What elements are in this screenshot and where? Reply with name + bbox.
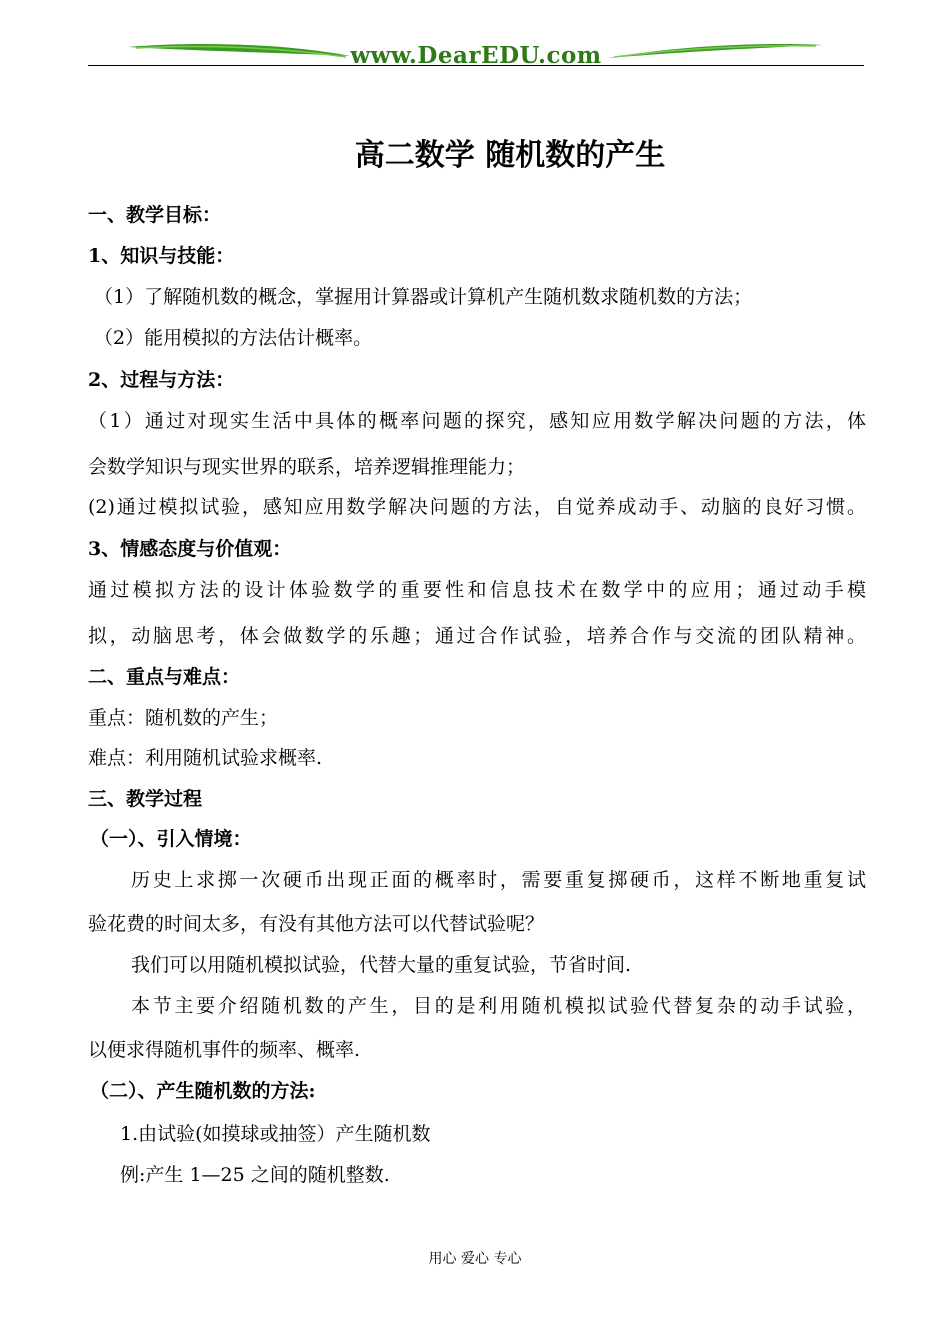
paragraph-line: (2)通过模拟试验，感知应用数学解决问题的方法，自觉养成动手、动脑的良好习惯。: [88, 496, 866, 518]
paragraph-line: 本节主要介绍随机数的产生，目的是利用随机模拟试验代替复杂的动手试验，: [131, 995, 866, 1017]
page-footer: 用心 爱心 专心: [428, 1251, 522, 1267]
paragraph-line: （1）通过对现实生活中具体的概率问题的探究，感知应用数学解决问题的方法，体: [88, 410, 866, 432]
paragraph-line: （2）能用模拟的方法估计概率。: [94, 327, 373, 349]
subheading-process: 2、过程与方法：: [88, 369, 235, 391]
paragraph-line: 难点：利用随机试验求概率.: [88, 747, 323, 769]
paragraph-line: 历史上求掷一次硬币出现正面的概率时，需要重复掷硬币，这样不断地重复试: [131, 869, 866, 891]
paragraph-line: 重点：随机数的产生；: [88, 707, 279, 729]
header-divider: [88, 65, 864, 66]
paragraph-line: （1）了解随机数的概念，掌握用计算器或计算机产生随机数求随机数的方法；: [94, 286, 753, 308]
paragraph-line: 通过模拟方法的设计体验数学的重要性和信息技术在数学中的应用；通过动手模: [88, 579, 866, 601]
paragraph-line: 以便求得随机事件的频率、概率.: [88, 1039, 361, 1061]
subheading-knowledge: 1、知识与技能：: [88, 245, 235, 267]
paragraph-line: 拟，动脑思考，体会做数学的乐趣；通过合作试验，培养合作与交流的团队精神。: [88, 625, 866, 647]
subheading-attitude: 3、情感态度与价值观：: [88, 538, 292, 560]
paragraph-line: 例:产生 1—25 之间的随机整数.: [120, 1164, 390, 1186]
section-heading-goals: 一、教学目标：: [88, 204, 222, 226]
site-logo-text: www.DearEDU.com: [350, 42, 602, 69]
subheading-methods: （二）、产生随机数的方法:: [90, 1080, 316, 1102]
page-title: 高二数学 随机数的产生: [354, 138, 666, 173]
paragraph-line: 会数学知识与现实世界的联系，培养逻辑推理能力；: [88, 456, 526, 478]
section-heading-key-points: 二、重点与难点：: [88, 666, 241, 688]
subheading-intro: （一）、引入情境：: [90, 828, 252, 850]
paragraph-line: 我们可以用随机模拟试验，代替大量的重复试验，节省时间.: [131, 954, 632, 976]
section-heading-process: 三、教学过程: [88, 788, 203, 810]
paragraph-line: 验花费的时间太多，有没有其他方法可以代替试验呢？: [88, 913, 545, 935]
paragraph-line: 1.由试验(如摸球或抽签）产生随机数: [120, 1123, 431, 1145]
